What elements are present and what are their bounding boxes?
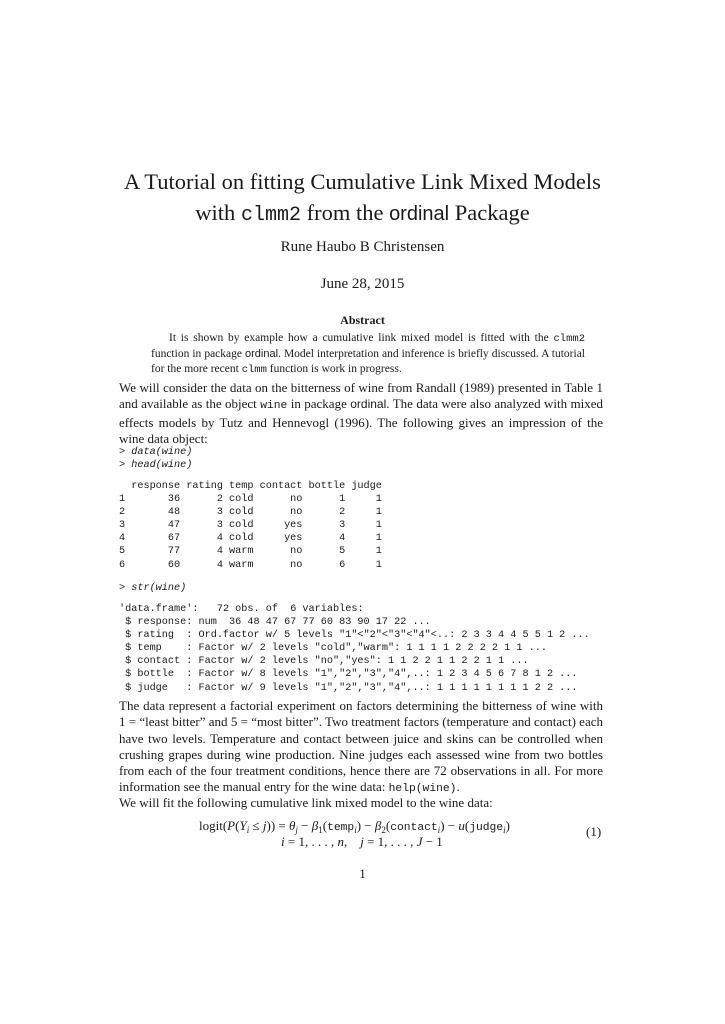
equation-line-2: i = 1, . . . , n, j = 1, . . . , J − 1 — [281, 834, 443, 849]
abstract-text: function is work in progress. — [266, 363, 402, 375]
code-output-head: response rating temp contact bottle judge 1 36 2 cold no 1 1 2 48 3 cold no 2 1 3 47 3 cold yes 3 1 4 67 4 cold yes 4 1 5 77 4 warm no 5 1 6 60 4 warm no 6 1 — [119, 481, 382, 571]
title-package-name: ordinal — [389, 203, 450, 225]
paragraph-model-intro: We will fit the following cumulative link mixed model to the wine data: — [119, 795, 493, 810]
author: Rune Haubo B Christensen — [280, 239, 445, 255]
abstract-package-name: ordinal — [245, 348, 279, 360]
code-output-str: 'data.frame': 72 obs. of 6 variables: $ response: num 36 48 47 67 77 60 83 90 17 22 ... $ rating : Ord.factor w/ 5 levels "1"<"2"<"3"<"4"<..: 2 3 3 4 4 5 5 1 2 ... $ temp : Factor w/ 2 levels "cold","warm": 1 1 1 1 2 2 2 2 1 1 ... $ contact : Factor w/ 2 levels "no","yes": 1 1 2 2 1 1 2 2 1 1 ... $ bottle : Factor w/ 8 levels "1","2","3","4",..: 1 2 3 4 5 6 7 8 1 2 ... $ judge : Factor w/ 9 levels "1","2","3","4",..: 1 1 1 1 1 1 1 1 2 2 ... — [119, 604, 590, 694]
title-text: from the — [300, 200, 390, 225]
abstract-body — [151, 331, 585, 378]
title-function-name: clmm2 — [240, 204, 301, 227]
paper-title — [0, 166, 725, 231]
object-name: wine — [260, 400, 288, 413]
abstract-text: It is shown by example how a cumulative link mixed model is fitted with the — [169, 332, 554, 344]
package-name: ordinal — [350, 397, 387, 412]
abstract-text: . Model interpretation and inference is briefly discussed. A tutorial for the more recent — [151, 348, 585, 375]
paragraph-text: The data represent a factorial experiment on factors determining the bitterness of wine with 1 = “least bitter” and 5 = “most bitter”. Two treatment factors (temperature and contact) each have two levels. Temperature and contact between juice and skins can be controlled when crushing grapes during wine production. Nine judges each assessed wine from two bottles from each of the four treatment conditions, hence there are 72 observations in all. For more information see the manual entry for the wine data: — [119, 698, 603, 795]
abstract-text: function in package — [151, 348, 246, 360]
equation-line-1: $logit(P(Y_i \le j)) = \theta_j$ − $\beta_1(temp_i)$ − $\beta_2(contact_i)$ − u(judge$_i$) — [199, 818, 510, 835]
code-input-str: > str(wine) — [119, 583, 187, 594]
page-number: 1 — [359, 866, 366, 881]
code-input-head: > data(wine) > head(wine) — [119, 447, 193, 472]
abstract-heading: Abstract — [340, 313, 385, 327]
title-text: with — [195, 200, 241, 225]
equation-number: (1) — [586, 824, 602, 839]
help-command: help(wine) — [388, 783, 457, 796]
paragraph-text: . — [456, 779, 460, 795]
title-line-1: A Tutorial on fitting Cumulative Link Mixed Models — [124, 169, 601, 194]
paragraph-text: in package — [287, 396, 351, 412]
date: June 28, 2015 — [320, 276, 405, 292]
paragraph-text: . The data were also analyzed with mixed effects models by Tutz and Hennevogl (1996). The following gives an impression of the wine data object: — [119, 396, 603, 446]
paragraph-data-description — [119, 698, 603, 798]
paragraph-intro — [119, 380, 603, 447]
model-equation — [0, 818, 725, 854]
title-line-2 — [0, 197, 725, 231]
paragraph-text: We will consider the data on the bitterness of wine from Randall (1989) presented in Table 1 and available as the object — [119, 380, 603, 412]
title-text: Package — [449, 200, 530, 225]
abstract-function-name: clmm2 — [553, 333, 585, 345]
abstract-function-name: clmm — [241, 364, 267, 376]
